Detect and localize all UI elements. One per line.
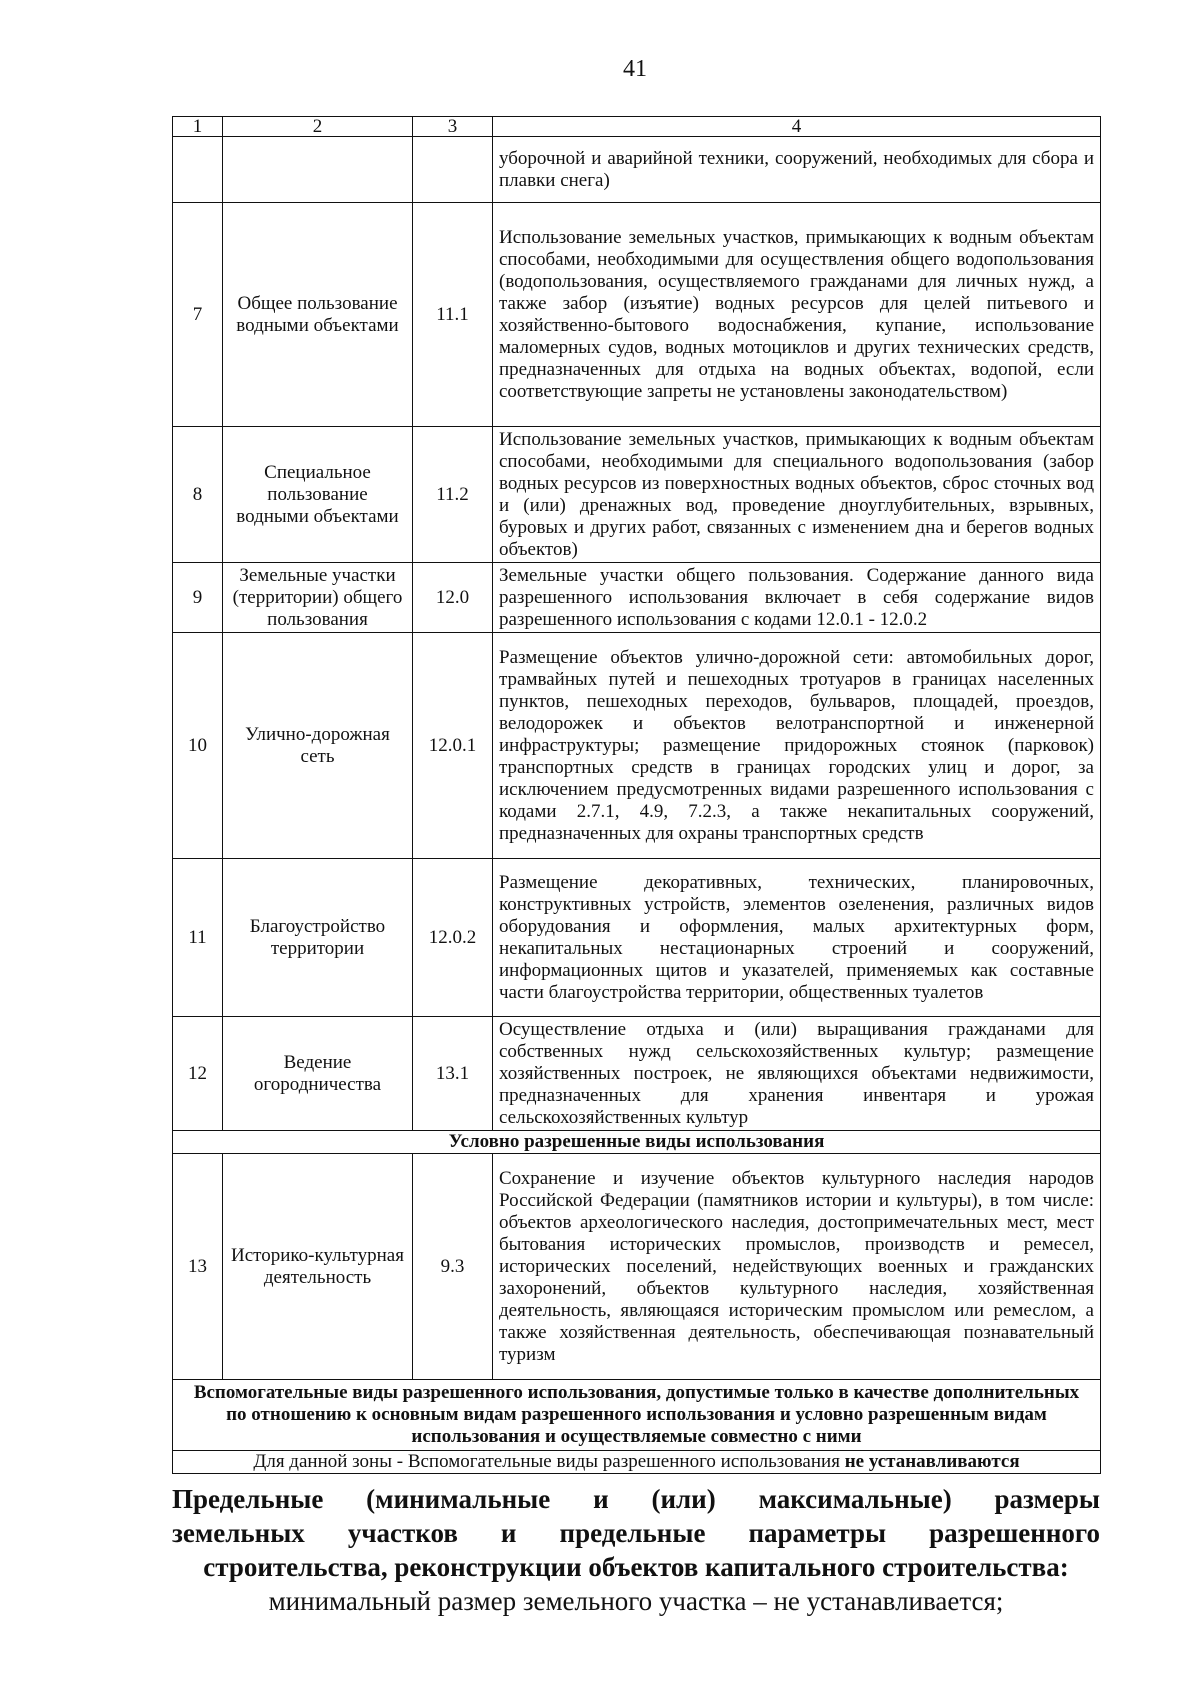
- use-description: Сохранение и изучение объектов культурного наследия народов Российской Федерации (памятников истории и культуры), в том числе: объектов археологического наследия, достопримечательных мест, мест бытования исторических промыслов, производств и ремесел, исторических поселений, недействующих военных и гражданских захоронений, объектов культурного наследия, хозяйственная деятельность, являющаяся историческим промыслом или ремеслом, а также хозяйственная деятельность, обеспечивающая познавательный туризм: [493, 1154, 1101, 1380]
- page-number: 41: [623, 56, 647, 82]
- limits-section: [172, 1482, 1100, 1618]
- limits-heading-line: строительства, реконструкции объектов капитального строительства:: [203, 1552, 1069, 1582]
- use-name: Улично-дорожная сеть: [223, 633, 413, 859]
- use-name: Специальное пользование водными объектами: [223, 427, 413, 563]
- use-code: 12.0.1: [413, 633, 493, 859]
- use-description: Использование земельных участков, примыкающих к водным объектам способами, необходимыми для осуществления общего водопользования (водопользования, осуществляемого гражданами для личных нужд, а также забор (изъятие) водных ресурсов для целей питьевого и хозяйственно-бытового водоснабжения, купание, использование маломерных судов, водных мотоциклов и других технических средств, предназначенных для отдыха на водных объектах, водопой, если соответствующие запреты не установлены законодательством): [493, 203, 1101, 427]
- auxiliary-section-row: [173, 1380, 1101, 1451]
- table-row: [173, 1154, 1101, 1380]
- row-number: 13: [173, 1154, 223, 1380]
- use-description: Земельные участки общего пользования. Содержание данного вида разрешенного использования включает в себя содержание видов разрешенного использования с кодами 12.0.1 - 12.0.2: [493, 563, 1101, 633]
- row-number: 12: [173, 1017, 223, 1131]
- table-row-continuation: [173, 137, 1101, 203]
- limits-text: минимальный размер земельного участка – не устанавливается;: [268, 1586, 1004, 1616]
- auxiliary-heading: Вспомогательные виды разрешенного использования, допустимые только в качестве дополнительных по отношению к основным видам разрешенного использования и условно разрешенным видам использования и осуществляемые совместно с ними: [173, 1380, 1101, 1451]
- table-row: [173, 563, 1101, 633]
- use-name: Общее пользование водными объектами: [223, 203, 413, 427]
- use-code: 12.0: [413, 563, 493, 633]
- use-code: 11.2: [413, 427, 493, 563]
- table-row: [173, 633, 1101, 859]
- use-description: Размещение объектов улично-дорожной сети: автомобильных дорог, трамвайных путей и пешеходных тротуаров в границах населенных пунктов, пешеходных переходов, бульваров, площадей, проездов, велодорожек и объектов велотранспортной и инженерной инфраструктуры; размещение придорожных стоянок (парковок) транспортных средств в границах городских улиц и дорог, за исключением предусмотренных видами разрешенного использования с кодами 2.7.1, 4.9, 7.2.3, а также некапитальных сооружений, предназначенных для охраны транспортных средств: [493, 633, 1101, 859]
- use-name: Ведение огородничества: [223, 1017, 413, 1131]
- table-row: [173, 427, 1101, 563]
- use-name: [223, 137, 413, 203]
- use-name: Благоустройство территории: [223, 859, 413, 1017]
- table-row: [173, 859, 1101, 1017]
- table-header-row: [173, 117, 1101, 137]
- conditional-heading: Условно разрешенные виды использования: [173, 1131, 1101, 1154]
- use-name: Земельные участки (территории) общего пользования: [223, 563, 413, 633]
- row-number: [173, 137, 223, 203]
- use-description: Осуществление отдыха и (или) выращивания гражданами для собственных нужд сельскохозяйственных культур; размещение хозяйственных построек, не являющихся объектами недвижимости, предназначенных для хранения инвентаря и урожая сельскохозяйственных культур: [493, 1017, 1101, 1131]
- auxiliary-note-row: [173, 1451, 1101, 1474]
- use-description: уборочной и аварийной техники, сооружений, необходимых для сбора и плавки снега): [493, 137, 1101, 203]
- row-number: 7: [173, 203, 223, 427]
- auxiliary-note-bold: не устанавливаются: [844, 1451, 1020, 1472]
- use-code: 12.0.2: [413, 859, 493, 1017]
- limits-heading-line: Предельные (минимальные и (или) максимальные) размеры: [172, 1484, 1100, 1514]
- use-code: [413, 137, 493, 203]
- permitted-use-table: [172, 116, 1101, 1474]
- table-row: [173, 1017, 1101, 1131]
- row-number: 10: [173, 633, 223, 859]
- use-code: 11.1: [413, 203, 493, 427]
- header-cell: 2: [223, 117, 413, 137]
- use-code: 9.3: [413, 1154, 493, 1380]
- auxiliary-note-text: Для данной зоны - Вспомогательные виды разрешенного использования: [253, 1451, 845, 1472]
- header-cell: 3: [413, 117, 493, 137]
- use-description: Размещение декоративных, технических, планировочных, конструктивных устройств, элементов озеленения, различных видов оборудования и оформления, малых архитектурных форм, некапитальных нестационарных строений и сооружений, информационных щитов и указателей, применяемых как составные части благоустройства территории, общественных туалетов: [493, 859, 1101, 1017]
- row-number: 11: [173, 859, 223, 1017]
- limits-heading-line: земельных участков и предельные параметры разрешенного: [172, 1518, 1100, 1548]
- row-number: 9: [173, 563, 223, 633]
- conditional-section-row: [173, 1131, 1101, 1154]
- use-description: Использование земельных участков, примыкающих к водным объектам способами, необходимыми для специального водопользования (забор водных ресурсов из поверхностных водных объектов, сброс сточных вод и (или) дренажных вод, проведение дноуглубительных, взрывных, буровых и других работ, связанных с изменением дна и берегов водных объектов): [493, 427, 1101, 563]
- header-cell: 1: [173, 117, 223, 137]
- header-cell: 4: [493, 117, 1101, 137]
- table-row: [173, 203, 1101, 427]
- auxiliary-note: [173, 1451, 1101, 1474]
- use-code: 13.1: [413, 1017, 493, 1131]
- use-name: Историко-культурная деятельность: [223, 1154, 413, 1380]
- row-number: 8: [173, 427, 223, 563]
